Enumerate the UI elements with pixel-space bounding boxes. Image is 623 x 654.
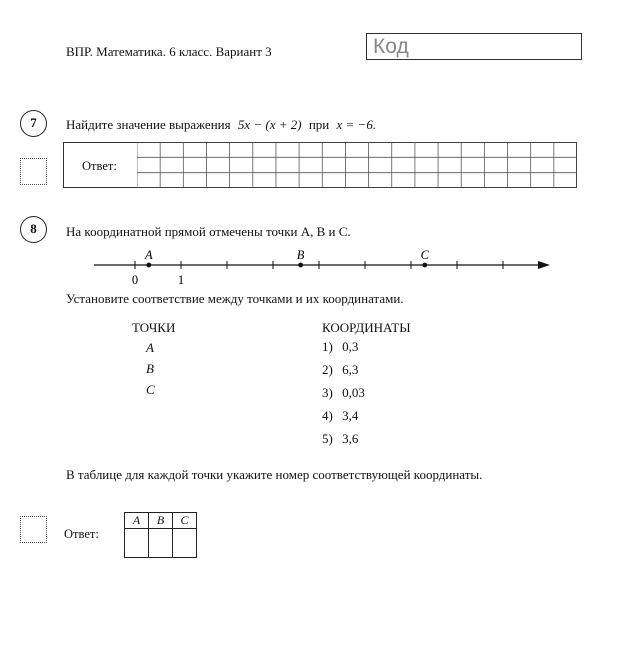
coord-item-4 <box>322 408 358 424</box>
question-7-text <box>66 117 376 133</box>
coord-item-number: 3) <box>322 385 333 400</box>
number-line-point <box>422 263 427 268</box>
point-item-b: B <box>146 361 154 376</box>
coord-item-number: 5) <box>322 431 333 446</box>
answer-table <box>124 512 197 558</box>
coord-item-value: 3,4 <box>342 408 359 423</box>
coord-item-1 <box>322 339 358 355</box>
question-7-score-box[interactable] <box>20 158 47 185</box>
question-8-instruction: Установите соответствие между точками и их координатами. <box>66 291 404 306</box>
answer-table-header-c: C <box>173 513 197 529</box>
answer-table-header-b: B <box>149 513 173 529</box>
page-header-title: ВПР. Математика. 6 класс. Вариант 3 <box>66 44 272 59</box>
coord-item-value: 3,6 <box>342 431 359 446</box>
question-8-score-box[interactable] <box>20 516 47 543</box>
coord-item-3 <box>322 385 365 401</box>
number-line-point-label: A <box>144 248 153 262</box>
coords-column-header: КООРДИНАТЫ <box>322 320 411 335</box>
coord-item-value: 0,3 <box>342 339 359 354</box>
answer-cell-b[interactable] <box>149 529 173 558</box>
number-line-point-label: C <box>420 248 429 262</box>
number-line-point <box>298 263 303 268</box>
point-item-a: A <box>146 340 154 355</box>
coord-item-number: 2) <box>322 362 333 377</box>
code-input-box[interactable] <box>366 33 582 60</box>
question-7-connector: при <box>308 117 330 132</box>
question-7-answer-grid[interactable] <box>137 142 577 188</box>
coord-item-value: 0,03 <box>342 385 365 400</box>
coord-item-2 <box>322 362 358 378</box>
question-8-answer-label: Ответ: <box>64 527 99 541</box>
answer-cell-a[interactable] <box>125 529 149 558</box>
points-column-header: ТОЧКИ <box>132 320 176 335</box>
number-line <box>90 244 560 290</box>
axis-arrow-icon <box>538 261 550 269</box>
question-7-prompt: Найдите значение выражения <box>66 117 231 132</box>
code-label: Код <box>373 35 409 58</box>
number-line-point <box>146 263 151 268</box>
question-7-expression: 5x − (x + 2) <box>237 117 302 132</box>
coord-item-number: 1) <box>322 339 333 354</box>
question-7-condition: x = −6. <box>336 117 377 132</box>
coord-item-number: 4) <box>322 408 333 423</box>
table-instruction: В таблице для каждой точки укажите номер соответствующей координаты. <box>66 467 483 482</box>
question-8-number: 8 <box>20 216 47 243</box>
coord-item-5 <box>322 431 358 447</box>
question-8-text: На координатной прямой отмечены точки A, B и C. <box>66 224 351 239</box>
number-line-point-label: B <box>296 248 305 262</box>
number-line-tick-label: 1 <box>177 273 185 287</box>
number-line-tick-label: 0 <box>131 273 139 287</box>
answer-table-header-a: A <box>125 513 149 529</box>
point-item-c: C <box>146 382 155 397</box>
coord-item-value: 6,3 <box>342 362 359 377</box>
question-7-number: 7 <box>20 110 47 137</box>
question-7-answer-label: Ответ: <box>82 159 117 173</box>
answer-cell-c[interactable] <box>173 529 197 558</box>
